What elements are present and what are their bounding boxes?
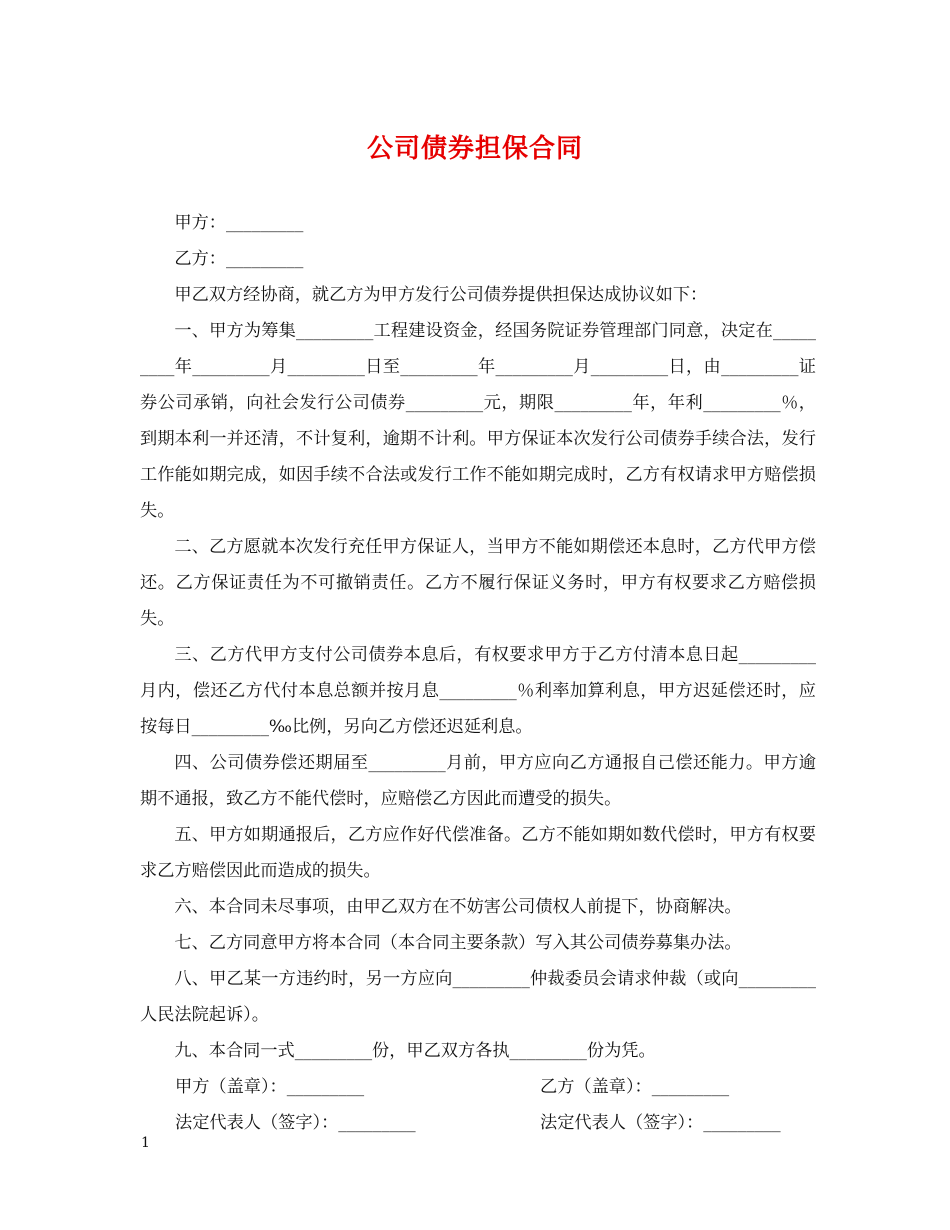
page-number: 1 xyxy=(141,1135,150,1151)
clause-9: 九、本合同一式_________份，甲乙双方各执_________份为凭。 xyxy=(174,1041,656,1061)
representative-row xyxy=(140,1105,816,1141)
clause-2: 二、乙方愿就本次发行充任甲方保证人，当甲方不能如期偿还本息时，乙方代甲方偿还。乙方保证责任为不可撤销责任。乙方不履行保证义务时，甲方有权要求乙方赔偿损失。 xyxy=(140,537,816,629)
clause-6: 六、本合同未尽事项，由甲乙双方在不妨害公司债权人前提下，协商解决。 xyxy=(174,897,742,917)
party-a-line: 甲方：_________ xyxy=(174,213,304,233)
clause-8: 八、甲乙某一方违约时，另一方应向_________仲裁委员会请求仲裁（或向_________人民法院起诉）。 xyxy=(140,969,816,1025)
seal-row xyxy=(140,1069,816,1105)
party-b-representative: 法定代表人（签字）：_________ xyxy=(540,1113,781,1133)
party-a-seal: 甲方（盖章）：_________ xyxy=(175,1077,365,1097)
clause-3: 三、乙方代甲方支付公司债券本息后，有权要求甲方于乙方付清本息日起_________月内，偿还乙方代付本息总额并按月息_________％利率加算利息，甲方迟延偿还时，应按每日_________‰比例，另向乙方偿还迟延利息。 xyxy=(140,645,816,737)
intro-paragraph: 甲乙双方经协商，就乙方为甲方发行公司债券提供担保达成协议如下： xyxy=(174,285,708,305)
party-b-line: 乙方：_________ xyxy=(174,249,304,269)
clause-5: 五、甲方如期通报后，乙方应作好代偿准备。乙方不能如期如数代偿时，甲方有权要求乙方赔偿因此而造成的损失。 xyxy=(140,825,816,881)
party-b-seal: 乙方（盖章）：_________ xyxy=(540,1077,730,1097)
document-title: 公司债券担保合同 xyxy=(366,134,583,164)
clause-1: 一、甲方为筹集_________工程建设资金，经国务院证券管理部门同意，决定在_________年_________月_________日至_________年_________月_________日，由_________证券公司承销，向社会发行公司债券_________元，期限_________年，年利_________％，到期本利一并还清，不计复利，逾期不计利。甲方保证本次发行公司债券手续合法，发行工作能如期完成，如因手续不合法或发行工作不能如期完成时，乙方有权请求甲方赔偿损失。 xyxy=(140,321,816,521)
clause-4: 四、公司债券偿还期届至_________月前，甲方应向乙方通报自己偿还能力。甲方逾期不通报，致乙方不能代偿时，应赔偿乙方因此而遭受的损失。 xyxy=(140,753,816,809)
clause-7: 七、乙方同意甲方将本合同（本合同主要条款）写入其公司债券募集办法。 xyxy=(174,933,742,953)
contract-body xyxy=(140,205,816,1141)
party-a-representative: 法定代表人（签字）：_________ xyxy=(175,1113,416,1133)
